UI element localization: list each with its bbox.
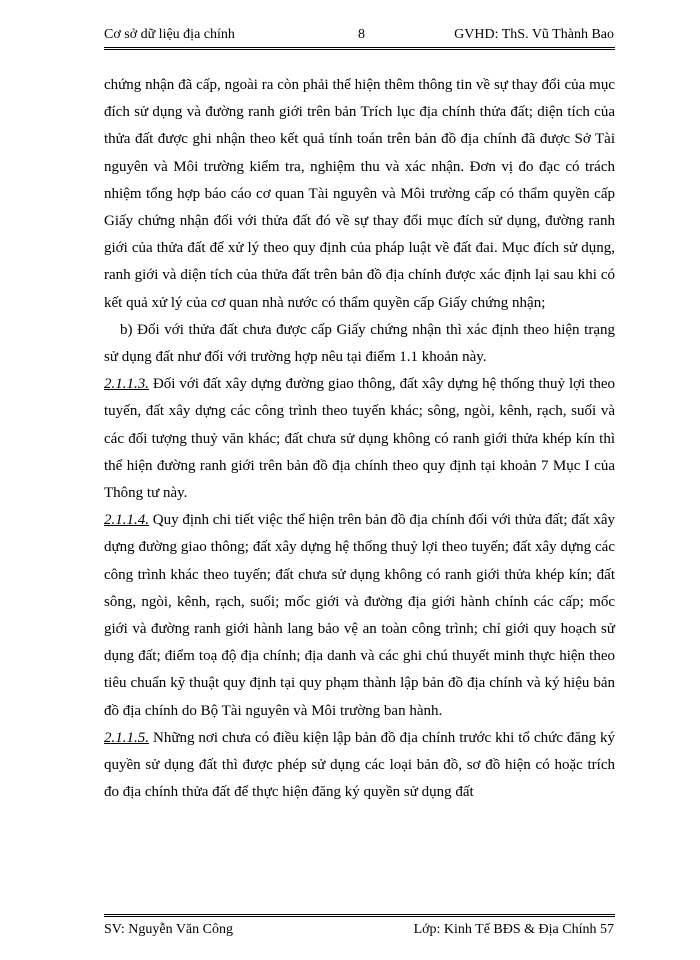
footer-rule bbox=[104, 914, 615, 917]
header-document-title: Cơ sở dữ liệu địa chính bbox=[104, 27, 235, 42]
header-instructor: GVHD: ThS. Vũ Thành Bao bbox=[454, 27, 614, 42]
section-number: 2.1.1.4. bbox=[104, 512, 149, 529]
header-page-number: 8 bbox=[358, 27, 365, 42]
section-number: 2.1.1.5. bbox=[104, 729, 149, 746]
section-2-1-1-4 bbox=[104, 507, 615, 725]
paragraph-b: b) Đối với thửa đất chưa được cấp Giấy chứng nhận thì xác định theo hiện trạng sử dụng đất như đối với trường hợp nêu tại điểm 1.1 khoản này. bbox=[104, 321, 615, 366]
header-rule bbox=[104, 47, 615, 50]
section-2-1-1-5 bbox=[104, 725, 615, 807]
footer-student: SV: Nguyễn Văn Công bbox=[104, 922, 233, 937]
page-header bbox=[104, 26, 614, 44]
body-content bbox=[104, 72, 615, 806]
paragraph-continued: chứng nhận đã cấp, ngoài ra còn phải thể hiện thêm thông tin về sự thay đổi của mục đích sử dụng và đường ranh giới trên bản Trích lục địa chính thửa đất; diện tích của thửa đất được ghi nhận theo kết quả tính toán trên bản đồ địa chính đã được Sở Tài nguyên và Môi trường kiểm tra, nghiệm thu và xác nhận. Đơn vị đo đạc có trách nhiệm tổng hợp báo cáo cơ quan Tài nguyên và Môi trường cấp có thẩm quyền cấp Giấy chứng nhận đối với thửa đất đó về sự thay đổi mục đích sử dụng, đường ranh giới của thửa đất để xử lý theo quy định của pháp luật về đất đai. Mục đích sử dụng, ranh giới và diện tích của thửa đất trên bản đồ địa chính được xác định lại sau khi có kết quả xử lý của cơ quan nhà nước có thẩm quyền cấp Giấy chứng nhận; bbox=[104, 77, 615, 311]
footer-class: Lớp: Kinh Tế BĐS & Địa Chính 57 bbox=[413, 922, 614, 937]
section-number: 2.1.1.3. bbox=[104, 376, 149, 393]
page-footer bbox=[104, 921, 614, 939]
section-text: Những nơi chưa có điều kiện lập bản đồ địa chính trước khi tổ chức đăng ký quyền sử dụng đất thì được phép sử dụng các loại bản đồ, sơ đồ hiện có hoặc trích đo địa chính thửa đất để thực hiện đăng ký quyền sử dụng đất bbox=[104, 729, 615, 801]
section-2-1-1-3 bbox=[104, 371, 615, 507]
section-text: Quy định chi tiết việc thể hiện trên bản đồ địa chính đối với thửa đất; đất xây dựng đường giao thông; đất xây dựng hệ thống thuỷ lợi theo tuyến; đất xây dựng các công trình khác theo tuyến; đất chưa sử dụng không có ranh giới thửa khép kín; đất sông, ngòi, kênh, rạch, suối; mốc giới và đường địa giới hành chính các cấp; mốc giới và đường ranh giới hành lang bảo vệ an toàn công trình; chỉ giới quy hoạch sử dụng đất; điểm toạ độ địa chính; địa danh và các ghi chú thuyết minh thực hiện theo tiêu chuẩn kỹ thuật quy định tại quy phạm thành lập bản đồ địa chính và ký hiệu bản đồ địa chính do Bộ Tài nguyên và Môi trường ban hành. bbox=[104, 512, 615, 719]
section-text: Đối với đất xây dựng đường giao thông, đất xây dựng hệ thống thuỷ lợi theo tuyến, đất xây dựng các công trình theo tuyến khác; sông, ngòi, kênh, rạch, suối và các đối tượng thuỷ văn khác; đất chưa sử dụng không có ranh giới thửa khép kín thì thể hiện đường ranh giới trên bản đồ địa chính theo quy định tại khoản 7 Mục I của Thông tư này. bbox=[104, 376, 615, 502]
